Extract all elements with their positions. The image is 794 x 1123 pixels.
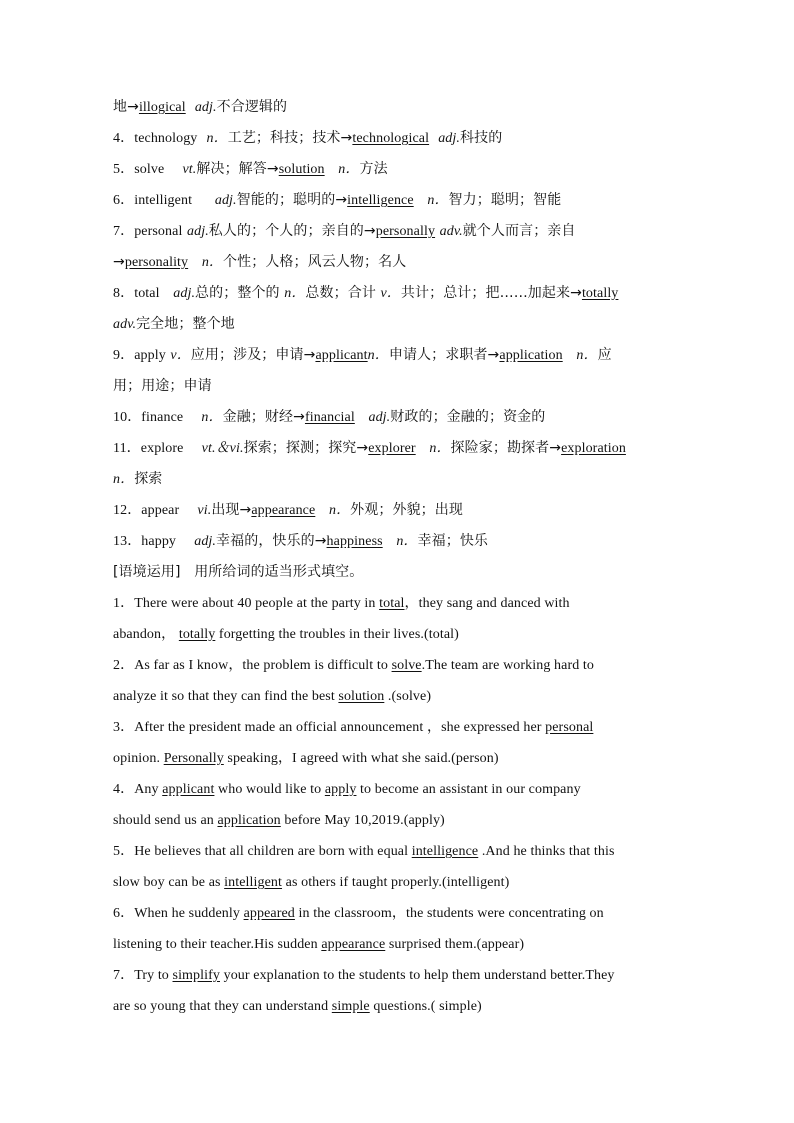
part-of-speech: n． [576, 348, 598, 363]
vocab-line-11 [113, 433, 683, 464]
part-of-speech: vt. [182, 162, 197, 177]
meaning: 不合逻辑的 [216, 99, 288, 115]
headword: 13．happy [113, 534, 177, 549]
headword: 6．intelligent [113, 193, 193, 208]
meaning: 幸福的，快乐的→ [216, 533, 327, 549]
headword: 8．total [113, 286, 160, 301]
part-of-speech: n． [206, 131, 228, 146]
answer-blank: applicant [162, 782, 215, 797]
part-of-speech: n． [113, 472, 135, 487]
answer-blank: illogical [138, 100, 186, 115]
meaning: 探索；探测；探究→ [243, 440, 369, 456]
part-of-speech: adj. [173, 286, 196, 301]
answer-blank: exploration [561, 441, 626, 456]
section-heading [113, 557, 683, 588]
answer-blank: applicant [315, 348, 368, 363]
meaning: 用；用途；申请 [113, 378, 212, 394]
answer-blank: totally [581, 286, 619, 301]
answer-blank: solve [391, 658, 422, 673]
meaning: 解决；解答→ [196, 161, 279, 177]
meaning: 总数；合计 [305, 285, 376, 301]
vocab-line-7-cont [113, 247, 683, 278]
meaning: 就个人而言；亲自 [462, 223, 576, 239]
exercise-5-line-2: slow boy can be as intelligent as others if taught properly.(intelligent) [113, 875, 510, 890]
meaning: 智力；聪明；智能 [448, 192, 562, 208]
vocab-line-10 [113, 402, 683, 433]
answer-blank: application [217, 813, 281, 828]
answer-blank: intelligence [411, 844, 479, 859]
part-of-speech: n． [429, 441, 451, 456]
meaning: 工艺；科技；技术→ [227, 130, 353, 146]
vocab-line-11-cont [113, 464, 683, 495]
vocab-line-12 [113, 495, 683, 526]
answer-blank: happiness [326, 534, 383, 549]
vocab-line-8 [113, 278, 683, 309]
meaning: 探索 [134, 471, 163, 487]
exercise-3-line-2: opinion. Personally speaking，I agreed with what she said.(person) [113, 751, 499, 766]
headword: 5．solve [113, 162, 165, 177]
answer-blank: explorer [368, 441, 416, 456]
exercise-7-line-2: are so young that they can understand simple questions.( simple) [113, 999, 482, 1014]
section-label: [语境运用] [113, 564, 181, 580]
part-of-speech: n． [396, 534, 418, 549]
exercise-2-line-2: analyze it so that they can find the best solution .(solve) [113, 689, 432, 704]
meaning: 出现→ [211, 502, 252, 518]
answer-blank: intelligence [347, 193, 414, 208]
answer-blank: technological [352, 131, 430, 146]
meaning: 外观；外貌；出现 [350, 502, 463, 518]
section-instruction: 用所给词的适当形式填空。 [194, 564, 364, 580]
answer-blank: Personally [163, 751, 224, 766]
vocab-line-9-cont [113, 371, 683, 402]
part-of-speech: vt.＆vi. [201, 441, 244, 456]
part-of-speech: n． [367, 348, 389, 363]
meaning: 智能的；聪明的→ [236, 192, 348, 208]
exercise-4-line-1: 4．Any applicant who would like to apply to become an assistant in our company [113, 782, 581, 797]
part-of-speech: adj. [214, 193, 237, 208]
headword: 7．personal [113, 224, 183, 239]
headword: 10．finance [113, 410, 184, 425]
headword: 12．appear [113, 503, 180, 518]
vocab-line-6 [113, 185, 683, 216]
meaning: 金融；财经→ [222, 409, 305, 425]
exercise-6-line-1: 6．When he suddenly appeared in the classroom，the students were concentrating on [113, 906, 604, 921]
answer-blank: appearance [321, 937, 386, 952]
headword: 9．apply [113, 348, 166, 363]
answer-blank: personality [124, 255, 189, 270]
part-of-speech: n． [338, 162, 360, 177]
part-of-speech: adv. [113, 317, 137, 332]
exercise-7-line-1: 7．Try to simplify your explanation to the students to help them understand better.They [113, 968, 615, 983]
vocab-line-9 [113, 340, 683, 371]
arrow: → [113, 254, 125, 270]
meaning: 科技的 [460, 130, 503, 146]
meaning: 方法 [359, 161, 388, 177]
answer-blank: solution [338, 689, 385, 704]
answer-blank: apply [324, 782, 357, 797]
answer-blank: application [499, 348, 563, 363]
meaning: 财政的；金融的；资金的 [390, 409, 546, 425]
exercise-5-line-1: 5．He believes that all children are born with equal intelligence .And he thinks that this [113, 844, 615, 859]
part-of-speech: adj. [194, 100, 217, 115]
part-of-speech: adj. [194, 534, 217, 549]
meaning: 申请人；求职者→ [388, 347, 500, 363]
meaning: 完全地；整个地 [136, 316, 235, 332]
text: 地→ [113, 99, 139, 115]
answer-blank: intelligent [224, 875, 283, 890]
answer-blank: total [379, 596, 405, 611]
part-of-speech: n． [201, 410, 223, 425]
part-of-speech: adj. [368, 410, 391, 425]
exercise-1-line-1: 1．There were about 40 people at the party in total，they sang and danced with [113, 596, 570, 611]
part-of-speech: n． [284, 286, 306, 301]
meaning: 私人的；个人的；亲自的→ [208, 223, 376, 239]
vocab-line-8-cont [113, 309, 683, 340]
headword: 11．explore [113, 441, 184, 456]
meaning: 探险家；勘探者→ [450, 440, 562, 456]
headword: 4．technology [113, 131, 198, 146]
exercise-2-line-1: 2．As far as I know，the problem is difficult to solve.The team are working hard to [113, 658, 595, 673]
part-of-speech: n． [201, 255, 224, 270]
answer-blank: appeared [243, 906, 295, 921]
exercise-1-line-2: abandon， totally forgetting the troubles in their lives.(total) [113, 627, 459, 642]
part-of-speech: adj. [438, 131, 460, 146]
meaning: 个性；人格；风云人物；名人 [223, 254, 407, 270]
meaning: 应用；涉及；申请→ [190, 347, 316, 363]
part-of-speech: n． [328, 503, 351, 518]
answer-blank: financial [304, 410, 355, 425]
part-of-speech: v． [170, 348, 191, 363]
vocab-line-13 [113, 526, 683, 557]
exercise-6-line-2: listening to their teacher.His sudden appearance surprised them.(appear) [113, 937, 525, 952]
answer-blank: solution [278, 162, 325, 177]
document-page [113, 92, 683, 1022]
exercise-3-line-1: 3．After the president made an official announcement ，she expressed her personal [113, 720, 594, 735]
part-of-speech: n． [427, 193, 449, 208]
part-of-speech: vi. [197, 503, 212, 518]
answer-blank: simplify [172, 968, 220, 983]
meaning: 应 [597, 347, 612, 363]
answer-blank: appearance [251, 503, 316, 518]
vocab-line-0 [113, 92, 683, 123]
part-of-speech: adv. [439, 224, 463, 239]
answer-blank: personally [375, 224, 436, 239]
vocab-line-4 [113, 123, 683, 154]
part-of-speech: adj. [187, 224, 209, 239]
vocab-line-5 [113, 154, 683, 185]
exercise-4-line-2: should send us an application before May 10,2019.(apply) [113, 813, 445, 828]
meaning: 共计；总计；把……加起来→ [400, 285, 582, 301]
part-of-speech: v． [380, 286, 401, 301]
meaning: 幸福；快乐 [417, 533, 489, 549]
answer-blank: totally [178, 627, 216, 642]
answer-blank: simple [331, 999, 370, 1014]
answer-blank: personal [545, 720, 594, 735]
meaning: 总的；整个的 [195, 285, 280, 301]
vocab-line-7 [113, 216, 683, 247]
